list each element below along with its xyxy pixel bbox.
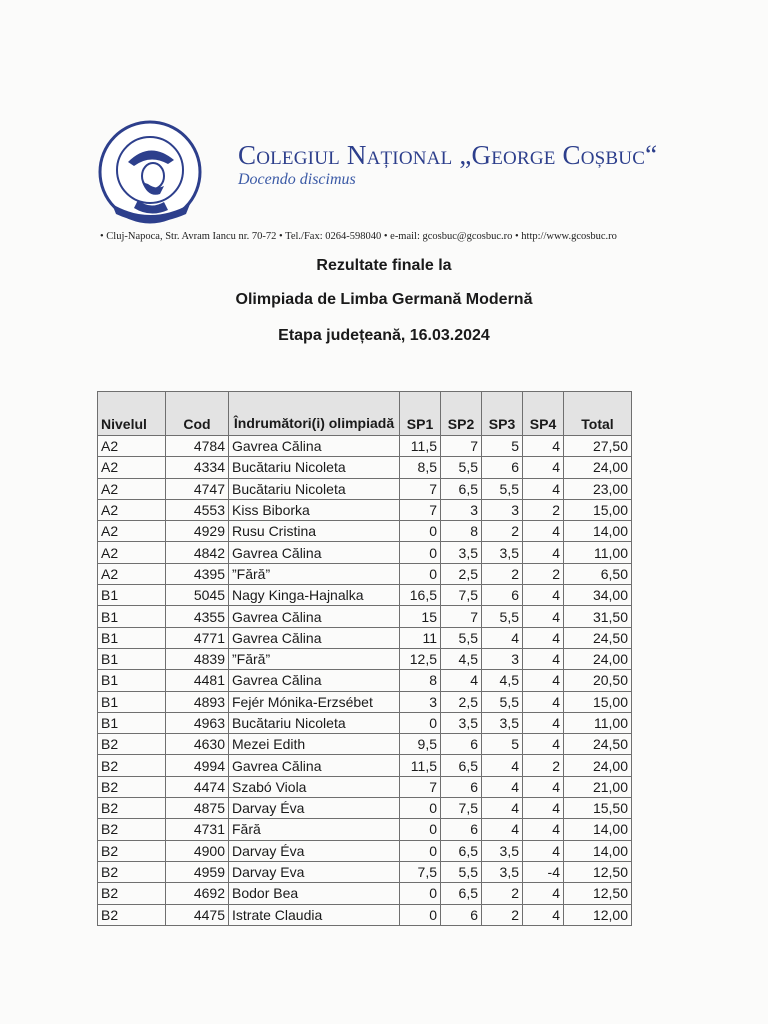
cell-cod: 4630 [166,734,229,755]
cell-indrumator: Bucătariu Nicoleta [229,478,400,499]
cell-sp4: 4 [523,585,564,606]
cell-cod: 4395 [166,563,229,584]
cell-indrumator: Gavrea Călina [229,542,400,563]
cell-sp4: 4 [523,776,564,797]
cell-sp1: 0 [400,542,441,563]
cell-nivelul: B2 [98,861,166,882]
cell-nivelul: B2 [98,776,166,797]
cell-sp3: 4 [482,798,523,819]
cell-sp4: 4 [523,542,564,563]
cell-cod: 4875 [166,798,229,819]
cell-indrumator: Mezei Edith [229,734,400,755]
cell-sp4: 4 [523,436,564,457]
cell-nivelul: B2 [98,798,166,819]
table-row [98,542,632,563]
table-row [98,457,632,478]
cell-cod: 4731 [166,819,229,840]
col-sp2: SP2 [441,392,482,436]
cell-sp1: 0 [400,883,441,904]
table-row [98,861,632,882]
col-indrumatori: Îndrumători(i) olimpiadă [229,392,400,436]
cell-nivelul: B1 [98,606,166,627]
cell-nivelul: B1 [98,648,166,669]
cell-cod: 4929 [166,521,229,542]
header-row [98,392,632,436]
cell-sp4: 4 [523,883,564,904]
cell-indrumator: Gavrea Călina [229,606,400,627]
cell-indrumator: Rusu Cristina [229,521,400,542]
cell-sp1: 7 [400,776,441,797]
cell-nivelul: B2 [98,819,166,840]
cell-total: 31,50 [564,606,632,627]
cell-indrumator: Gavrea Călina [229,755,400,776]
cell-total: 11,00 [564,542,632,563]
cell-sp2: 7 [441,436,482,457]
cell-total: 21,00 [564,776,632,797]
cell-total: 6,50 [564,563,632,584]
results-table-header [98,392,632,436]
cell-sp1: 0 [400,798,441,819]
cell-indrumator: Istrate Claudia [229,904,400,925]
cell-nivelul: B2 [98,755,166,776]
cell-sp3: 2 [482,883,523,904]
cell-total: 34,00 [564,585,632,606]
cell-sp1: 0 [400,840,441,861]
cell-sp2: 5,5 [441,861,482,882]
table-row [98,691,632,712]
table-row [98,840,632,861]
table-row [98,819,632,840]
cell-nivelul: B1 [98,627,166,648]
cell-cod: 4839 [166,648,229,669]
cell-indrumator: Fejér Mónika-Erzsébet [229,691,400,712]
cell-sp1: 11,5 [400,436,441,457]
cell-sp3: 6 [482,457,523,478]
cell-nivelul: B1 [98,585,166,606]
cell-cod: 4334 [166,457,229,478]
cell-nivelul: A2 [98,542,166,563]
cell-sp3: 2 [482,563,523,584]
cell-indrumator: ”Fără” [229,648,400,669]
cell-sp3: 4 [482,819,523,840]
cell-total: 12,50 [564,861,632,882]
cell-sp2: 6,5 [441,755,482,776]
cell-sp4: 4 [523,734,564,755]
cell-sp2: 2,5 [441,691,482,712]
table-row [98,755,632,776]
cell-sp3: 4 [482,755,523,776]
cell-sp1: 11 [400,627,441,648]
cell-indrumator: Darvay Éva [229,840,400,861]
cell-sp4: 4 [523,712,564,733]
table-row [98,606,632,627]
title-line-1: Rezultate finale la [316,257,452,274]
table-row [98,521,632,542]
cell-total: 14,00 [564,840,632,861]
table-row [98,563,632,584]
cell-indrumator: Nagy Kinga-Hajnalka [229,585,400,606]
cell-sp4: 4 [523,691,564,712]
table-row [98,776,632,797]
cell-cod: 4747 [166,478,229,499]
cell-sp4: 4 [523,627,564,648]
cell-sp2: 6,5 [441,840,482,861]
cell-cod: 4355 [166,606,229,627]
table-row [98,436,632,457]
cell-sp1: 0 [400,904,441,925]
cell-cod: 4842 [166,542,229,563]
table-row [98,627,632,648]
cell-total: 24,50 [564,734,632,755]
cell-sp4: 2 [523,755,564,776]
cell-indrumator: Darvay Eva [229,861,400,882]
cell-sp2: 6 [441,734,482,755]
cell-sp2: 3,5 [441,542,482,563]
cell-sp3: 4 [482,776,523,797]
cell-cod: 4692 [166,883,229,904]
cell-indrumator: Gavrea Călina [229,627,400,648]
cell-indrumator: ”Fără” [229,563,400,584]
cell-sp4: 4 [523,521,564,542]
cell-sp4: 4 [523,904,564,925]
cell-sp1: 3 [400,691,441,712]
cell-cod: 4474 [166,776,229,797]
cell-sp3: 3 [482,499,523,520]
table-row [98,712,632,733]
cell-sp2: 3 [441,499,482,520]
table-row [98,798,632,819]
cell-sp2: 7 [441,606,482,627]
cell-sp2: 7,5 [441,798,482,819]
cell-total: 24,50 [564,627,632,648]
cell-total: 12,00 [564,904,632,925]
cell-cod: 4893 [166,691,229,712]
cell-sp4: 4 [523,840,564,861]
cell-nivelul: A2 [98,563,166,584]
cell-sp1: 9,5 [400,734,441,755]
cell-total: 15,00 [564,499,632,520]
col-cod: Cod [166,392,229,436]
cell-sp4: 4 [523,648,564,669]
cell-sp1: 7 [400,499,441,520]
cell-indrumator: Gavrea Călina [229,670,400,691]
cell-sp3: 3 [482,648,523,669]
cell-sp1: 16,5 [400,585,441,606]
cell-sp4: 4 [523,457,564,478]
cell-indrumator: Kiss Biborka [229,499,400,520]
cell-sp2: 2,5 [441,563,482,584]
cell-total: 24,00 [564,648,632,669]
col-total: Total [564,392,632,436]
cell-sp1: 0 [400,819,441,840]
cell-cod: 4771 [166,627,229,648]
cell-nivelul: B2 [98,840,166,861]
cell-sp4: 4 [523,819,564,840]
col-sp4: SP4 [523,392,564,436]
cell-sp3: 3,5 [482,861,523,882]
cell-sp2: 6 [441,776,482,797]
cell-indrumator: Fără [229,819,400,840]
table-row [98,883,632,904]
cell-sp4: 2 [523,499,564,520]
cell-indrumator: Szabó Viola [229,776,400,797]
cell-cod: 4959 [166,861,229,882]
cell-nivelul: B2 [98,883,166,904]
cell-sp1: 12,5 [400,648,441,669]
cell-sp1: 7,5 [400,861,441,882]
cell-total: 24,00 [564,457,632,478]
cell-nivelul: B1 [98,712,166,733]
cell-sp3: 2 [482,521,523,542]
cell-nivelul: A2 [98,521,166,542]
cell-sp4: 2 [523,563,564,584]
cell-sp1: 8 [400,670,441,691]
col-nivelul: Nivelul [98,392,166,436]
cell-total: 14,00 [564,819,632,840]
cell-sp3: 5,5 [482,478,523,499]
cell-total: 23,00 [564,478,632,499]
col-sp3: SP3 [482,392,523,436]
cell-sp4: 4 [523,670,564,691]
cell-cod: 4481 [166,670,229,691]
table-row [98,499,632,520]
col-sp1: SP1 [400,392,441,436]
title-line-2: Olimpiada de Limba Germană Modernă [235,291,533,308]
cell-indrumator: Darvay Éva [229,798,400,819]
cell-cod: 4900 [166,840,229,861]
cell-indrumator: Bodor Bea [229,883,400,904]
cell-sp4: 4 [523,478,564,499]
cell-sp3: 5 [482,734,523,755]
cell-total: 12,50 [564,883,632,904]
cell-indrumator: Bucătariu Nicoleta [229,457,400,478]
cell-sp1: 7 [400,478,441,499]
cell-sp1: 0 [400,563,441,584]
cell-sp3: 5,5 [482,691,523,712]
cell-sp2: 4 [441,670,482,691]
table-row [98,648,632,669]
school-motto: Docendo discimus [238,171,356,188]
cell-sp4: -4 [523,861,564,882]
cell-cod: 4475 [166,904,229,925]
cell-total: 27,50 [564,436,632,457]
table-row [98,734,632,755]
cell-sp4: 4 [523,798,564,819]
cell-sp3: 5 [482,436,523,457]
cell-total: 20,50 [564,670,632,691]
cell-nivelul: A2 [98,436,166,457]
cell-sp2: 6 [441,819,482,840]
table-row [98,585,632,606]
cell-nivelul: B2 [98,904,166,925]
cell-indrumator: Gavrea Călina [229,436,400,457]
school-logo [98,120,202,224]
school-name: Colegiul Național „George Coșbuc“ [238,140,658,170]
cell-nivelul: B2 [98,734,166,755]
cell-indrumator: Bucătariu Nicoleta [229,712,400,733]
cell-total: 24,00 [564,755,632,776]
results-table [97,391,632,926]
results-table-body [98,436,632,926]
cell-nivelul: B1 [98,691,166,712]
cell-cod: 5045 [166,585,229,606]
cell-sp1: 8,5 [400,457,441,478]
cell-cod: 4784 [166,436,229,457]
cell-sp2: 7,5 [441,585,482,606]
cell-sp3: 4 [482,627,523,648]
cell-sp1: 0 [400,521,441,542]
cell-sp3: 3,5 [482,712,523,733]
cell-nivelul: B1 [98,670,166,691]
school-logo-emblem [98,120,202,224]
cell-sp2: 5,5 [441,627,482,648]
contact-line: • Cluj-Napoca, Str. Avram Iancu nr. 70-72 • Tel./Fax: 0264-598040 • e-mail: gcosbuc@gcosbuc.ro • http://www.gcosbuc.ro [100,231,617,242]
cell-total: 14,00 [564,521,632,542]
cell-sp4: 4 [523,606,564,627]
cell-sp2: 3,5 [441,712,482,733]
cell-sp2: 6,5 [441,478,482,499]
cell-nivelul: A2 [98,499,166,520]
cell-total: 15,00 [564,691,632,712]
cell-sp2: 5,5 [441,457,482,478]
cell-cod: 4553 [166,499,229,520]
cell-cod: 4963 [166,712,229,733]
cell-sp3: 3,5 [482,542,523,563]
cell-cod: 4994 [166,755,229,776]
cell-nivelul: A2 [98,478,166,499]
cell-sp3: 3,5 [482,840,523,861]
cell-sp1: 15 [400,606,441,627]
cell-total: 15,50 [564,798,632,819]
table-row [98,670,632,691]
cell-total: 11,00 [564,712,632,733]
cell-nivelul: A2 [98,457,166,478]
cell-sp3: 6 [482,585,523,606]
cell-sp3: 2 [482,904,523,925]
cell-sp2: 4,5 [441,648,482,669]
title-line-3: Etapa județeană, 16.03.2024 [278,327,490,344]
cell-sp3: 4,5 [482,670,523,691]
table-row [98,478,632,499]
cell-sp2: 8 [441,521,482,542]
cell-sp2: 6 [441,904,482,925]
cell-sp1: 11,5 [400,755,441,776]
cell-sp1: 0 [400,712,441,733]
table-row [98,904,632,925]
cell-sp3: 5,5 [482,606,523,627]
cell-sp2: 6,5 [441,883,482,904]
